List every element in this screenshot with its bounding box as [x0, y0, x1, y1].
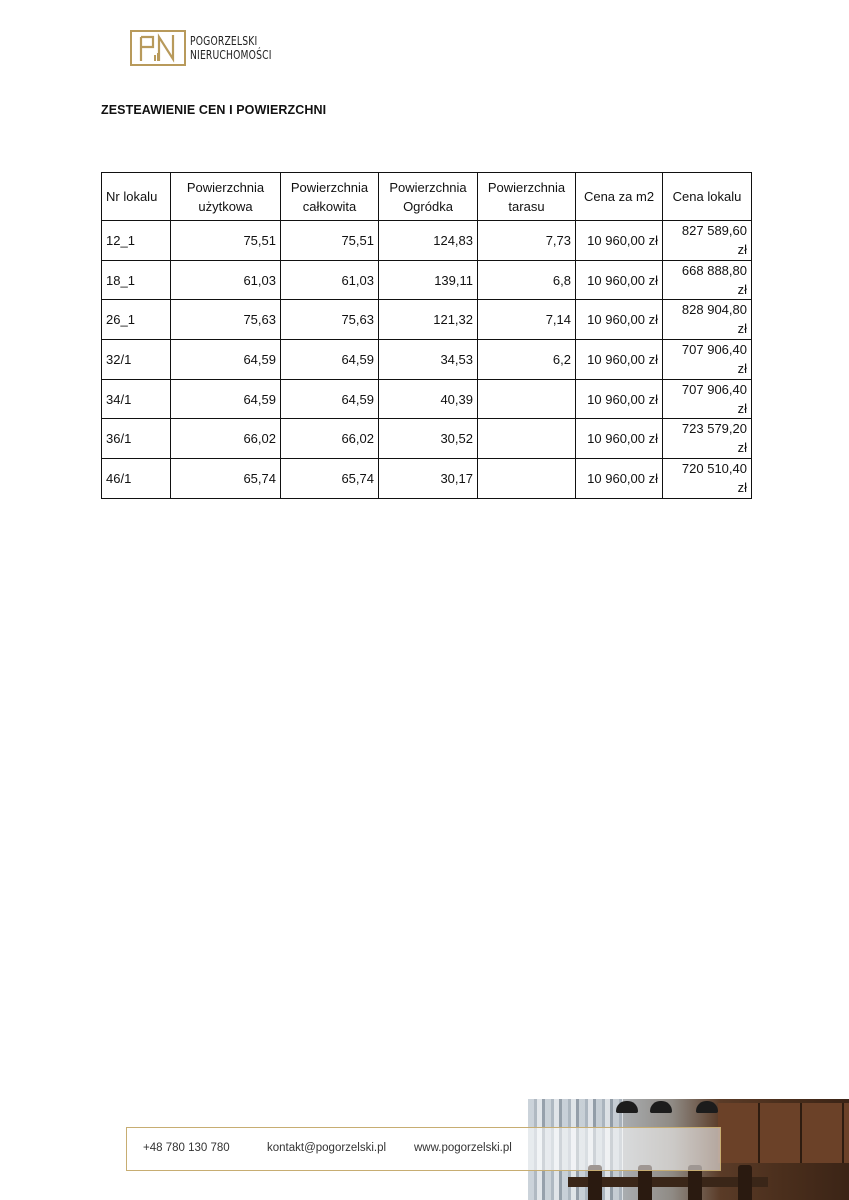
cell-cena-m2: 10 960,00 zł	[576, 419, 663, 459]
cell-pow-ogrodka: 30,52	[379, 419, 478, 459]
price-table	[101, 172, 752, 499]
cell-pow-tarasu	[478, 419, 576, 459]
cell-pow-calkowita: 64,59	[281, 340, 379, 380]
cell-pow-tarasu: 6,8	[478, 260, 576, 300]
brand-name: POGORZELSKI	[190, 33, 258, 48]
price-value: 720 510,40	[681, 461, 747, 477]
header-pow-calkowita: Powierzchnia całkowita	[281, 173, 379, 221]
cell-pow-calkowita: 75,63	[281, 300, 379, 340]
cell-cena-lokalu	[663, 459, 752, 499]
header-pow-uzytkowa: Powierzchnia użytkowa	[171, 173, 281, 221]
cell-pow-uzytkowa: 75,51	[171, 221, 281, 261]
cell-pow-ogrodka: 34,53	[379, 340, 478, 380]
cell-pow-uzytkowa: 64,59	[171, 340, 281, 380]
header-pow-ogrodka: Powierzchnia Ogródka	[379, 173, 478, 221]
cell-pow-tarasu: 7,73	[478, 221, 576, 261]
cell-pow-calkowita: 65,74	[281, 459, 379, 499]
cell-nr-lokalu: 12_1	[102, 221, 171, 261]
brand-subtitle: NIERUCHOMOŚCI	[190, 47, 272, 62]
footer-phone[interactable]: +48 780 130 780	[143, 1142, 230, 1154]
table-row	[102, 300, 752, 340]
price-currency: zł	[737, 321, 747, 337]
price-currency: zł	[737, 361, 747, 377]
cell-pow-tarasu	[478, 379, 576, 419]
cell-pow-calkowita: 75,51	[281, 221, 379, 261]
header-cena-m2: Cena za m2	[576, 173, 663, 221]
table-row	[102, 459, 752, 499]
cell-pow-ogrodka: 124,83	[379, 221, 478, 261]
table-row	[102, 379, 752, 419]
cell-cena-lokalu	[663, 260, 752, 300]
brand-logo	[130, 30, 290, 66]
cell-cena-m2: 10 960,00 zł	[576, 379, 663, 419]
monogram-logo-icon	[130, 30, 186, 66]
price-value: 707 906,40	[681, 381, 747, 397]
cell-cena-lokalu	[663, 419, 752, 459]
table-row	[102, 260, 752, 300]
cell-cena-lokalu	[663, 300, 752, 340]
table-row	[102, 340, 752, 380]
cell-nr-lokalu: 32/1	[102, 340, 171, 380]
table-row	[102, 419, 752, 459]
cell-pow-ogrodka: 121,32	[379, 300, 478, 340]
cell-pow-uzytkowa: 75,63	[171, 300, 281, 340]
cell-pow-calkowita: 61,03	[281, 260, 379, 300]
price-value: 723 579,20	[681, 421, 747, 437]
cell-pow-calkowita: 64,59	[281, 379, 379, 419]
cell-nr-lokalu: 26_1	[102, 300, 171, 340]
cell-cena-lokalu	[663, 221, 752, 261]
cell-nr-lokalu: 36/1	[102, 419, 171, 459]
cell-pow-uzytkowa: 64,59	[171, 379, 281, 419]
footer-website[interactable]: www.pogorzelski.pl	[414, 1142, 512, 1154]
cell-pow-ogrodka: 139,11	[379, 260, 478, 300]
price-currency: zł	[737, 281, 747, 297]
cell-nr-lokalu: 34/1	[102, 379, 171, 419]
cell-pow-ogrodka: 30,17	[379, 459, 478, 499]
cell-cena-m2: 10 960,00 zł	[576, 340, 663, 380]
page-title: ZESTEAWIENIE CEN I POWIERZCHNI	[101, 103, 327, 117]
cell-pow-ogrodka: 40,39	[379, 379, 478, 419]
cell-nr-lokalu: 46/1	[102, 459, 171, 499]
price-value: 707 906,40	[681, 342, 747, 358]
cell-pow-tarasu	[478, 459, 576, 499]
cell-pow-calkowita: 66,02	[281, 419, 379, 459]
header-cena-lokalu: Cena lokalu	[663, 173, 752, 221]
cell-pow-uzytkowa: 66,02	[171, 419, 281, 459]
cell-cena-m2: 10 960,00 zł	[576, 300, 663, 340]
footer-contact-bar	[126, 1127, 721, 1171]
price-value: 668 888,80	[681, 262, 747, 278]
table-header-row	[102, 173, 752, 221]
price-currency: zł	[737, 440, 747, 456]
cell-nr-lokalu: 18_1	[102, 260, 171, 300]
cell-pow-tarasu: 6,2	[478, 340, 576, 380]
cell-cena-lokalu	[663, 379, 752, 419]
cell-cena-lokalu	[663, 340, 752, 380]
footer-email[interactable]: kontakt@pogorzelski.pl	[267, 1142, 387, 1154]
header-pow-tarasu: Powierzchnia tarasu	[478, 173, 576, 221]
cell-cena-m2: 10 960,00 zł	[576, 459, 663, 499]
price-value: 827 589,60	[681, 223, 747, 238]
cell-cena-m2: 10 960,00 zł	[576, 221, 663, 261]
cell-cena-m2: 10 960,00 zł	[576, 260, 663, 300]
table-row	[102, 221, 752, 261]
price-value: 828 904,80	[681, 302, 747, 318]
price-currency: zł	[737, 480, 747, 496]
cell-pow-uzytkowa: 65,74	[171, 459, 281, 499]
cell-pow-tarasu: 7,14	[478, 300, 576, 340]
header-nr-lokalu: Nr lokalu	[102, 173, 171, 221]
price-currency: zł	[737, 400, 747, 416]
cell-pow-uzytkowa: 61,03	[171, 260, 281, 300]
price-currency: zł	[737, 242, 747, 257]
